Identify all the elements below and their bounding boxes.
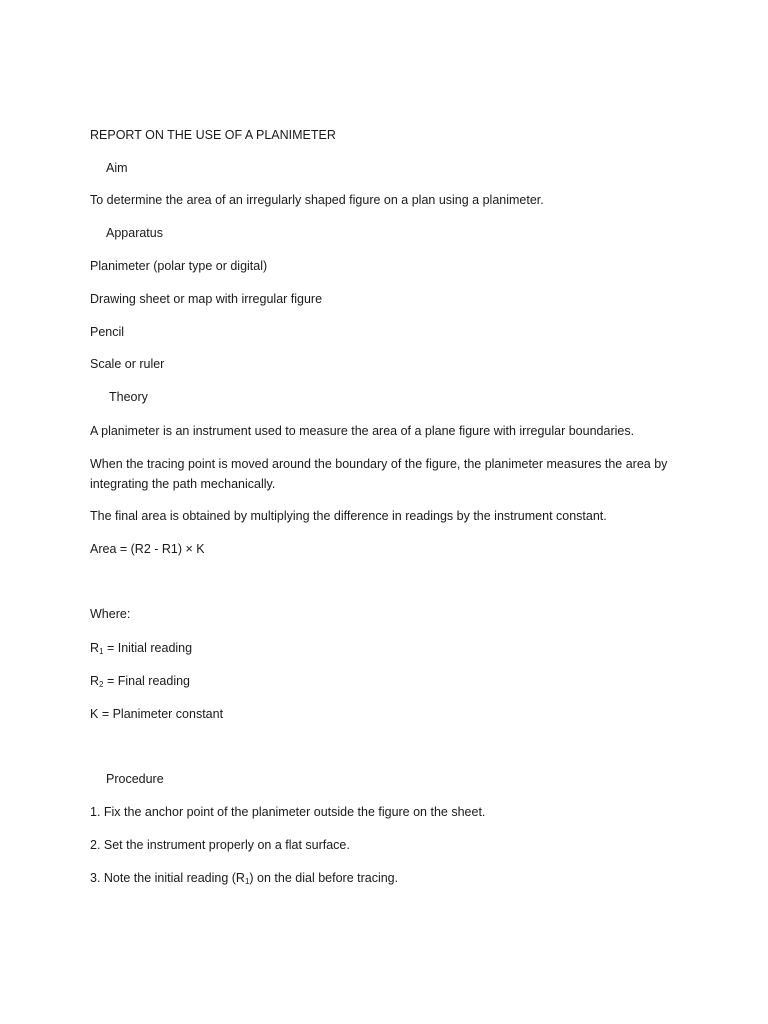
theory-heading: Theory — [109, 390, 148, 404]
aim-heading: Aim — [106, 161, 128, 175]
theory-paragraph: A planimeter is an instrument used to measure the area of a plane figure with irregular boundaries. — [90, 424, 635, 438]
definition-r1: $R_1$ = Initial reading — [90, 641, 193, 656]
document-title: REPORT ON THE USE OF A PLANIMETER — [90, 128, 336, 142]
apparatus-item: Pencil — [90, 325, 125, 339]
apparatus-item: Planimeter (polar type or digital) — [90, 259, 268, 273]
aim-text: To determine the area of an irregularly shaped figure on a plan using a planimeter. — [90, 193, 544, 207]
apparatus-item: Scale or ruler — [90, 357, 165, 371]
apparatus-item: Drawing sheet or map with irregular figure — [90, 292, 323, 306]
procedure-heading: Procedure — [106, 772, 164, 786]
theory-paragraph: The final area is obtained by multiplying the difference in readings by the instrument constant. — [90, 509, 607, 523]
area-formula: Area = (R2 - R1) × K — [90, 542, 205, 556]
procedure-step: 1. Fix the anchor point of the planimeter outside the figure on the sheet. — [90, 805, 486, 819]
procedure-step: 3. Note the initial reading $(R_1)$ on the dial before tracing. — [90, 871, 399, 886]
apparatus-heading: Apparatus — [106, 226, 163, 240]
theory-paragraph: When the tracing point is moved around the boundary of the figure, the planimeter measures the area by integrating the path mechanically. — [90, 457, 668, 491]
procedure-step: 2. Set the instrument properly on a flat surface. — [90, 838, 350, 852]
where-label: Where: — [90, 607, 131, 621]
definition-r2: $R_2$ = Final reading — [90, 674, 190, 689]
definition-k: K = Planimeter constant — [90, 707, 224, 721]
